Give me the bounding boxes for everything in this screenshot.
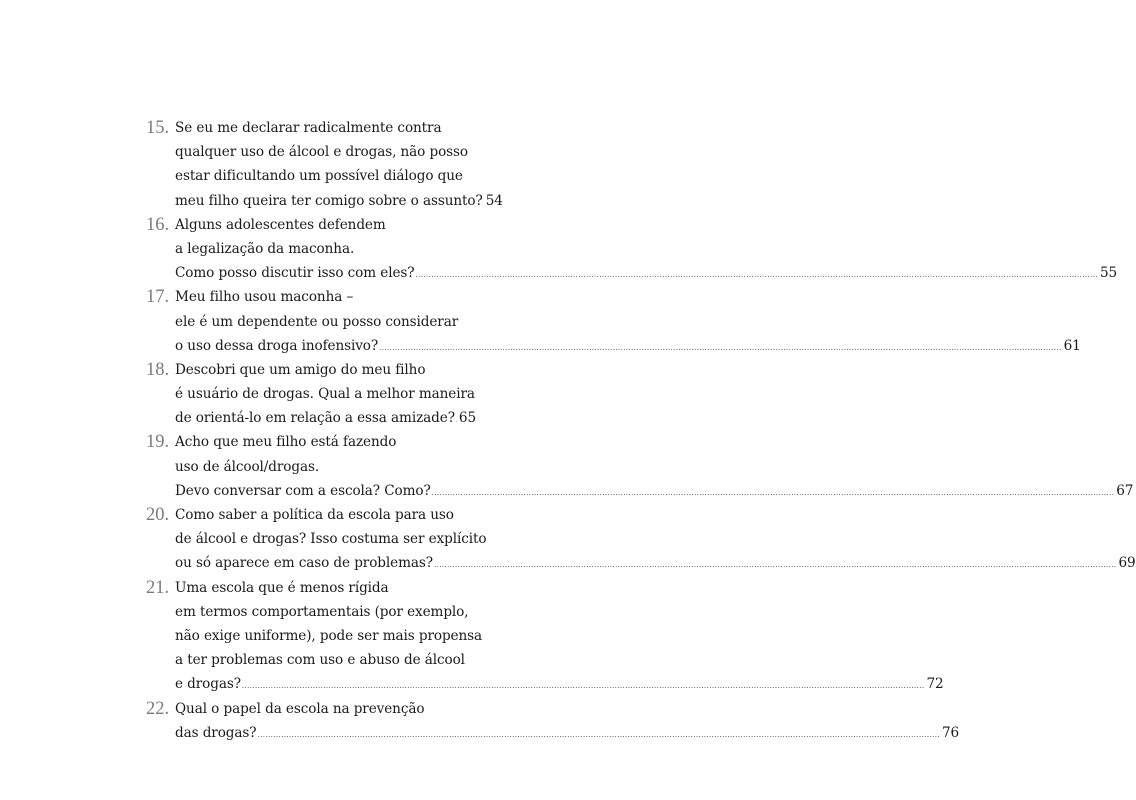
- dot-leader: ....................................................................................................................................................................................................................................................................: [241, 682, 925, 691]
- question-line: [175, 551, 1136, 575]
- question-line: Alguns adolescentes defendem: [175, 216, 386, 233]
- page-number: 76: [942, 724, 960, 741]
- toc-entry: [146, 213, 1118, 286]
- question-line: Descobri que um amigo do meu filho: [175, 361, 426, 378]
- question-line: não exige uniforme), pode ser mais propensa: [175, 627, 483, 644]
- question-line-text: e drogas?: [175, 676, 241, 693]
- dot-leader: ....................................................................................................................................................................................................................................................................: [379, 343, 1062, 352]
- question-line-text: Como posso discutir isso com eles?: [175, 265, 415, 282]
- question-number: 17.: [146, 287, 170, 308]
- dot-leader: [456, 408, 457, 432]
- page-number: 54: [485, 192, 503, 209]
- question-text: [175, 697, 960, 745]
- question-line: Como saber a política da escola para uso: [175, 507, 454, 523]
- table-of-contents: [146, 116, 1136, 745]
- question-line-text: das drogas?: [175, 724, 257, 741]
- question-line-text: Devo conversar com a escola? Como?: [175, 482, 431, 499]
- question-number: 20.: [146, 505, 170, 525]
- question-line: [175, 721, 960, 745]
- toc-entry: [146, 697, 960, 745]
- question-line: [175, 189, 503, 213]
- toc-entry: [146, 430, 1134, 503]
- question-number: 21.: [146, 577, 170, 598]
- question-line-text: ou só aparece em caso de problemas?: [175, 555, 433, 572]
- question-line: qualquer uso de álcool e drogas, não posso: [175, 144, 468, 161]
- question-line: Uma escola que é menos rígida: [175, 579, 389, 596]
- question-number: 19.: [146, 432, 170, 453]
- dot-leader: ....................................................................................................................................................................................................................................................................: [433, 561, 1117, 570]
- question-number: 18.: [146, 359, 170, 380]
- question-line-text: meu filho queira ter comigo sobre o assunto?: [175, 192, 483, 209]
- question-line: a legalização da maconha.: [175, 240, 355, 257]
- page-number: 61: [1063, 337, 1081, 354]
- page-number: 67: [1116, 482, 1134, 499]
- question-line: Qual o papel da escola na prevenção: [175, 700, 425, 717]
- question-line-text: o uso dessa droga inofensivo?: [175, 337, 379, 354]
- question-line: Acho que meu filho está fazendo: [175, 434, 397, 451]
- page-number: 72: [926, 676, 944, 693]
- question-line: a ter problemas com uso e abuso de álcool: [175, 652, 465, 669]
- toc-entry: [146, 503, 1136, 576]
- question-text: [175, 503, 1136, 576]
- page-number: 69: [1118, 555, 1136, 572]
- question-line-text: de orientá-lo em relação a essa amizade?: [175, 410, 455, 427]
- question-line: estar dificultando um possível diálogo que: [175, 168, 463, 185]
- question-text: [175, 285, 1081, 358]
- toc-entry: [146, 576, 944, 697]
- question-number: 22.: [146, 698, 170, 719]
- toc-entry: [146, 116, 503, 213]
- dot-leader: ....................................................................................................................................................................................................................................................................: [257, 730, 940, 739]
- question-line: [175, 334, 1081, 358]
- question-line: [175, 479, 1134, 503]
- toc-entry: [146, 285, 1081, 358]
- question-number: 15.: [146, 118, 170, 138]
- dot-leader: ....................................................................................................................................................................................................................................................................: [415, 271, 1098, 280]
- question-line: ele é um dependente ou posso considerar: [175, 313, 459, 330]
- dot-leader: ....................................................................................................................................................................................................................................................................: [431, 488, 1115, 497]
- question-line: é usuário de drogas. Qual a melhor maneira: [175, 386, 475, 403]
- page-number: 65: [458, 410, 476, 427]
- question-text: [175, 116, 503, 213]
- page-number: 55: [1100, 265, 1118, 282]
- question-number: 16.: [146, 214, 170, 235]
- question-line: [175, 261, 1118, 285]
- question-line: [175, 672, 944, 696]
- question-text: [175, 576, 944, 697]
- question-text: [175, 213, 1118, 286]
- question-line: Se eu me declarar radicalmente contra: [175, 120, 442, 136]
- question-line: uso de álcool/drogas.: [175, 458, 320, 475]
- question-text: [175, 430, 1134, 503]
- question-text: [175, 358, 476, 431]
- question-line: em termos comportamentais (por exemplo,: [175, 603, 469, 620]
- question-line: Meu filho usou maconha –: [175, 289, 354, 306]
- toc-entry: [146, 358, 490, 431]
- question-line: [175, 406, 476, 430]
- question-line: de álcool e drogas? Isso costuma ser explícito: [175, 531, 487, 548]
